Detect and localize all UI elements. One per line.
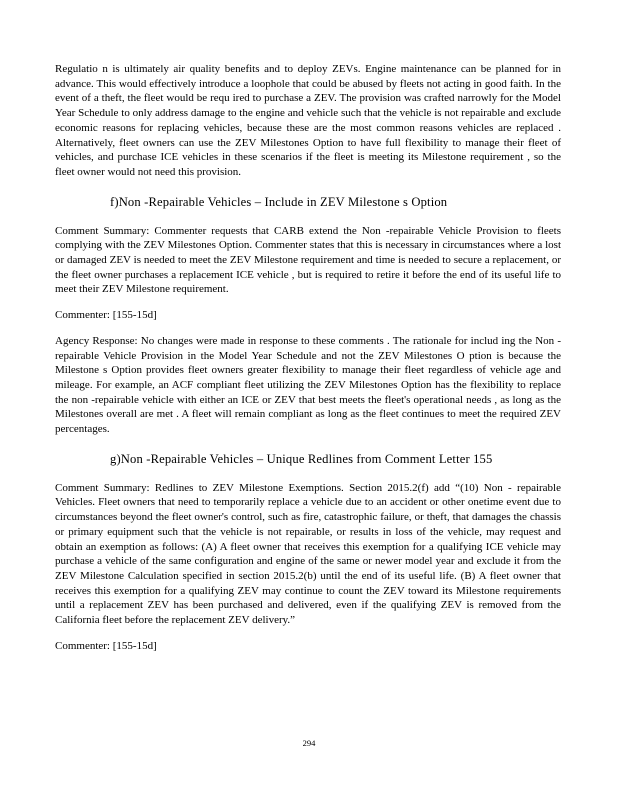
spacer (55, 628, 561, 639)
comment-summary-f: Comment Summary: Commenter requests that CARB extend the Non -repairable Vehicle Provision to fleets complying with the ZEV Milestones Option. Commenter states that this is necessary in circumstances where a lost or damaged ZEV is needed to meet the ZEV Milestone requirement and time is needed to secure a replacement, or the fleet owner purchases a replacement ICE vehicle , but is required to retire it before the end of its useful life to meet their ZEV Milestone requirement. (55, 224, 561, 296)
spacer (55, 297, 561, 308)
spacer (55, 180, 561, 194)
commenter-f: Commenter: [155-15d] (55, 309, 157, 322)
document-body (55, 62, 561, 654)
agency-response-f: Agency Response: No changes were made in response to these comments . The rationale for includ ing the Non -repairable Vehicle Provision in the Model Year Schedule and not the ZEV Milestones O ption is because the Milestone s Option provides fleet owners greater flexibility to manage their fleet regardless of vehicle age and mileage. For example, an ACF compliant fleet utilizing the ZEV Milestones Option has the flexibility to replace the non -repairable vehicle with either an ICE or ZEV that best meets the fleet's operational needs , as long as the Milestones overall are met . A fleet will remain compliant as long as the fleet continues to meet the required ZEV percentages. (55, 334, 561, 436)
comment-summary-g: Comment Summary: Redlines to ZEV Milestone Exemptions. Section 2015.2(f) add “(10) Non - repairable Vehicles. Fleet owners that need to temporarily replace a vehicle due to an accident or other onetime event due to circumstances beyond the fleet owner's control, such as fire, catastrophic failure, or theft, that damages the chassis or primary equipment such that the vehicle is not repairable, or results in loss of the vehicle, may request and obtain an exemption as follows: (A) A fleet owner that receives this exemption for a qualifying ICE vehicle may purchase a vehicle of the same configuration and engine of the same or newer model year and exclude it from the ZEV Milestone Calculation specified in section 2015.2(b) until the end of its useful life. (B) A fleet owner that receives this exemption for a qualifying ZEV may continue to count the ZEV toward its Milestone requirements until a replacement ZEV has been purchased and delivered, even if the qualifying ZEV is removed from the California fleet before the replacement ZEV delivery.” (55, 481, 561, 627)
intro-paragraph: Regulatio n is ultimately air quality benefits and to deploy ZEVs. Engine maintenance can be planned for in advance. This would effectively introduce a loophole that could be abused by fleets not acting in good faith. In the event of a theft, the fleet would be requ ired to purchase a ZEV. The provision was crafted narrowly for the Model Year Schedule to only address damage to the engine and vehicle such that the vehicle is not repairable and exclude economic reasons for replacing vehicles, because these are the most common reasons vehicles are replaced . Alternatively, fleet owners can use the ZEV Milestones Option to have full flexibility to manage their fleet of vehicles, and purchase ICE vehicles in these scenarios if the fleet is meeting its Milestone requirement , so the fleet owner would not need this provision. (55, 63, 561, 178)
commenter-g: Commenter: [155-15d] (55, 639, 157, 652)
section-heading-g: g)Non -Repairable Vehicles – Unique Redlines from Comment Letter 155 (110, 451, 493, 466)
spacer (55, 437, 561, 451)
page-number: 294 (302, 738, 316, 748)
spacer (55, 323, 561, 334)
section-heading-f: f)Non -Repairable Vehicles – Include in ZEV Milestone s Option (110, 194, 448, 209)
spacer (55, 210, 561, 224)
spacer (55, 467, 561, 481)
